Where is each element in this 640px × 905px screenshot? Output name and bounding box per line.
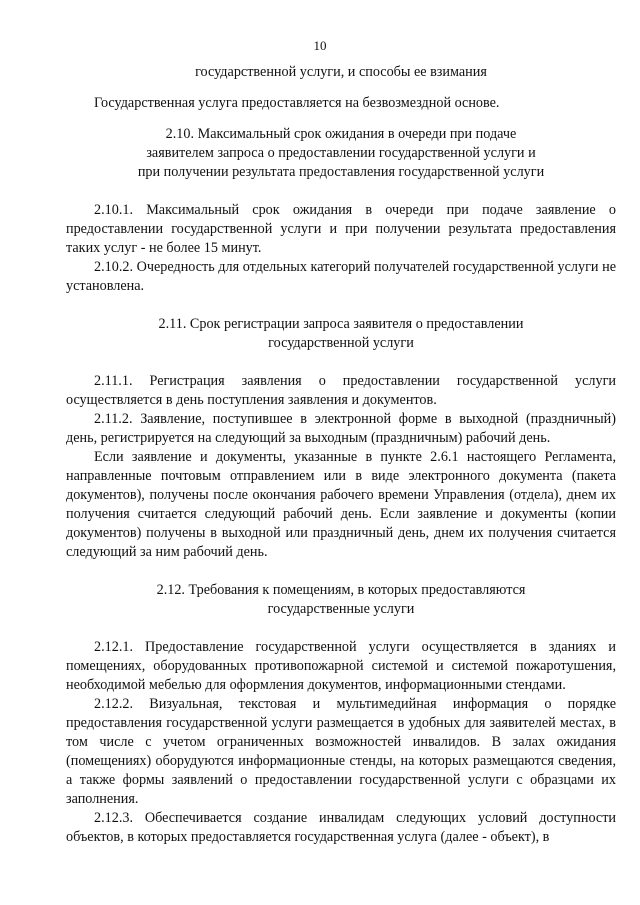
paragraph-2-11-2: 2.11.2. Заявление, поступившее в электронной форме в выходной (праздничный) день, регистрируется на следующий за выходным (праздничным) рабочий день. — [66, 411, 616, 446]
paragraph-registration-conditions: Если заявление и документы, указанные в пункте 2.6.1 настоящего Регламента, направленные почтовым отправлением или в виде электронного документа (пакета документов), получены после окончания рабочего времени Управления (отдела), днем их получения считается следующий рабочий день. Если заявление и документы (копии документов) получены в выходной или праздничный день, днем их получения считается следующий за ним рабочий день. — [66, 449, 616, 560]
paragraph-2-10-1: 2.10.1. Максимальный срок ожидания в очереди при подаче заявление о предоставлении государственной услуги и при получении результата предоставления таких услуг - не более 15 минут. — [66, 202, 616, 256]
section-heading-2-12: 2.12. Требования к помещениям, в которых предоставляются государственные услуги — [156, 582, 526, 617]
paragraph-2-12-2: 2.12.2. Визуальная, текстовая и мультимедийная информация о порядке предоставления государственной услуги размещается в удобных для заявителей местах, в том числе с учетом ограниченных возможностей инвалидов. В залах ожидания (помещениях) оборудуются информационные стенды, на которых размещаются сведения, а также формы заявлений о предоставлении государственной услуги с образцами их заполнения. — [66, 696, 616, 807]
paragraph-2-11-1: 2.11.1. Регистрация заявления о предоставлении государственной услуги осуществляется в день поступления заявления и документов. — [66, 373, 616, 408]
section-heading-2-10: 2.10. Максимальный срок ожидания в очереди при подаче заявителем запроса о предоставлении государственной услуги и при получении результата предоставления государственной услуги — [137, 126, 545, 180]
paragraph-2-12-3: 2.12.3. Обеспечивается создание инвалидам следующих условий доступности объектов, в которых предоставляется государственная услуга (далее - объект), в — [66, 810, 616, 845]
page-number: 10 — [313, 38, 327, 53]
paragraph-2-12-1: 2.12.1. Предоставление государственной услуги осуществляется в зданиях и помещениях, оборудованных противопожарной системой и системой пожаротушения, необходимой мебелью для оформления документов, информационными стендами. — [66, 639, 616, 693]
document-body — [66, 63, 616, 847]
paragraph-2-10-2: 2.10.2. Очередность для отдельных категорий получателей государственной услуги не установлена. — [66, 259, 616, 294]
paragraph-free-of-charge: Государственная услуга предоставляется на безвозмездной основе. — [94, 95, 500, 111]
section-heading-2-11: 2.11. Срок регистрации запроса заявителя о предоставлении государственной услуги — [158, 316, 524, 351]
heading-continuation: государственной услуги, и способы ее взимания — [195, 64, 487, 80]
